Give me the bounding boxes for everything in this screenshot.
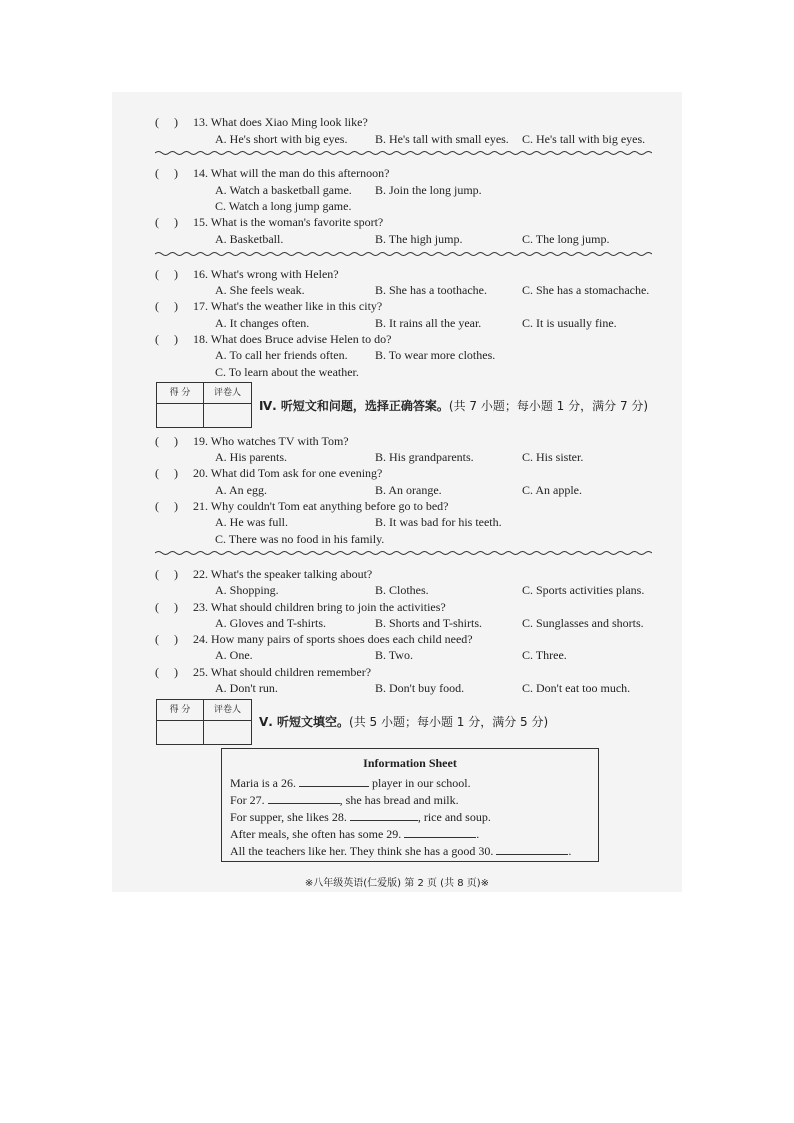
answer-bracket[interactable]: ( ) — [155, 115, 178, 129]
page-footer: ※八年级英语(仁爱版) 第 2 页 (共 8 页)※ — [304, 878, 490, 889]
option-c: C. To learn about the weather. — [215, 365, 359, 379]
answer-bracket[interactable]: ( ) — [155, 600, 178, 614]
answer-bracket[interactable]: ( ) — [155, 299, 178, 313]
score-label: 得 分 — [157, 383, 204, 404]
info-line-28: For supper, she likes 28. , rice and soup. — [230, 810, 491, 824]
option-a: A. He's short with big eyes. — [215, 132, 348, 146]
answer-bracket[interactable]: ( ) — [155, 632, 178, 646]
option-b: B. The high jump. — [375, 232, 463, 246]
option-a: A. He was full. — [215, 515, 288, 529]
option-a: A. Basketball. — [215, 232, 284, 246]
answer-bracket[interactable]: ( ) — [155, 332, 178, 346]
option-b: B. Join the long jump. — [375, 183, 482, 197]
score-cell[interactable] — [157, 404, 204, 427]
score-box — [156, 699, 252, 745]
answer-bracket[interactable]: ( ) — [155, 567, 178, 581]
info-sheet-title: Information Sheet — [363, 756, 457, 770]
option-c: C. There was no food in his family. — [215, 532, 385, 546]
question-21: 21. Why couldn't Tom eat anything before go to bed? — [193, 499, 449, 513]
blank-30[interactable] — [496, 844, 568, 855]
information-sheet-box — [221, 748, 599, 862]
blank-27[interactable] — [268, 793, 340, 804]
score-label: 得 分 — [157, 700, 204, 721]
info-line-29: After meals, she often has some 29. . — [230, 827, 480, 841]
question-19: 19. Who watches TV with Tom? — [193, 434, 349, 448]
answer-bracket[interactable]: ( ) — [155, 166, 178, 180]
question-15: 15. What is the woman's favorite sport? — [193, 215, 384, 229]
section-5-title: Ⅴ. 听短文填空。(共 5 小题；每小题 1 分，满分 5 分) — [259, 715, 549, 729]
info-line-30: All the teachers like her. They think she has a good 30. . — [230, 844, 572, 858]
option-a: A. It changes often. — [215, 316, 310, 330]
question-18: 18. What does Bruce advise Helen to do? — [193, 332, 392, 346]
score-box — [156, 382, 252, 428]
question-13: 13. What does Xiao Ming look like? — [193, 115, 368, 129]
option-c: C. An apple. — [522, 483, 582, 497]
option-b: B. Shorts and T-shirts. — [375, 616, 483, 630]
option-b: B. It rains all the year. — [375, 316, 482, 330]
question-16: 16. What's wrong with Helen? — [193, 267, 339, 281]
option-a: A. Don't run. — [215, 681, 278, 695]
option-b: B. Clothes. — [375, 583, 429, 597]
option-c: C. It is usually fine. — [522, 316, 617, 330]
answer-bracket[interactable]: ( ) — [155, 215, 178, 229]
option-a: A. She feels weak. — [215, 283, 305, 297]
option-c: C. He's tall with big eyes. — [522, 132, 646, 146]
info-line-26: Maria is a 26. player in our school. — [230, 776, 471, 790]
option-a: A. His parents. — [215, 450, 287, 464]
score-cell[interactable] — [157, 721, 204, 744]
option-c: C. She has a stomachache. — [522, 283, 650, 297]
question-17: 17. What's the weather like in this city? — [193, 299, 383, 313]
option-a: A. An egg. — [215, 483, 267, 497]
info-line-27: For 27. , she has bread and milk. — [230, 793, 459, 807]
option-b: B. She has a toothache. — [375, 283, 487, 297]
option-c: C. Sunglasses and shorts. — [522, 616, 644, 630]
option-c: C. Watch a long jump game. — [215, 199, 352, 213]
answer-bracket[interactable]: ( ) — [155, 499, 178, 513]
option-a: A. Gloves and T-shirts. — [215, 616, 326, 630]
answer-bracket[interactable]: ( ) — [155, 466, 178, 480]
option-a: A. Watch a basketball game. — [215, 183, 352, 197]
wavy-divider — [155, 550, 652, 556]
option-c: C. Sports activities plans. — [522, 583, 645, 597]
option-b: B. Don't buy food. — [375, 681, 465, 695]
option-c: C. Three. — [522, 648, 567, 662]
option-b: B. It was bad for his teeth. — [375, 515, 502, 529]
question-25: 25. What should children remember? — [193, 665, 372, 679]
option-c: C. Don't eat too much. — [522, 681, 631, 695]
wavy-divider — [155, 150, 652, 156]
wavy-divider — [155, 251, 652, 257]
option-b: B. Two. — [375, 648, 413, 662]
option-b: B. His grandparents. — [375, 450, 474, 464]
option-b: B. An orange. — [375, 483, 442, 497]
question-24: 24. How many pairs of sports shoes does each child need? — [193, 632, 473, 646]
blank-26[interactable] — [299, 776, 369, 787]
section-4-title: Ⅳ. 听短文和问题，选择正确答案。(共 7 小题；每小题 1 分，满分 7 分) — [259, 399, 649, 413]
option-a: A. To call her friends often. — [215, 348, 348, 362]
grader-label: 评卷人 — [204, 700, 251, 721]
question-20: 20. What did Tom ask for one evening? — [193, 466, 383, 480]
grader-cell[interactable] — [204, 404, 251, 427]
option-c: C. His sister. — [522, 450, 584, 464]
option-b: B. He's tall with small eyes. — [375, 132, 509, 146]
question-23: 23. What should children bring to join the activities? — [193, 600, 446, 614]
grader-label: 评卷人 — [204, 383, 251, 404]
option-b: B. To wear more clothes. — [375, 348, 496, 362]
option-a: A. Shopping. — [215, 583, 279, 597]
blank-29[interactable] — [404, 827, 476, 838]
option-a: A. One. — [215, 648, 253, 662]
blank-28[interactable] — [350, 810, 418, 821]
grader-cell[interactable] — [204, 721, 251, 744]
question-14: 14. What will the man do this afternoon? — [193, 166, 390, 180]
answer-bracket[interactable]: ( ) — [155, 665, 178, 679]
option-c: C. The long jump. — [522, 232, 610, 246]
answer-bracket[interactable]: ( ) — [155, 434, 178, 448]
question-22: 22. What's the speaker talking about? — [193, 567, 373, 581]
answer-bracket[interactable]: ( ) — [155, 267, 178, 281]
